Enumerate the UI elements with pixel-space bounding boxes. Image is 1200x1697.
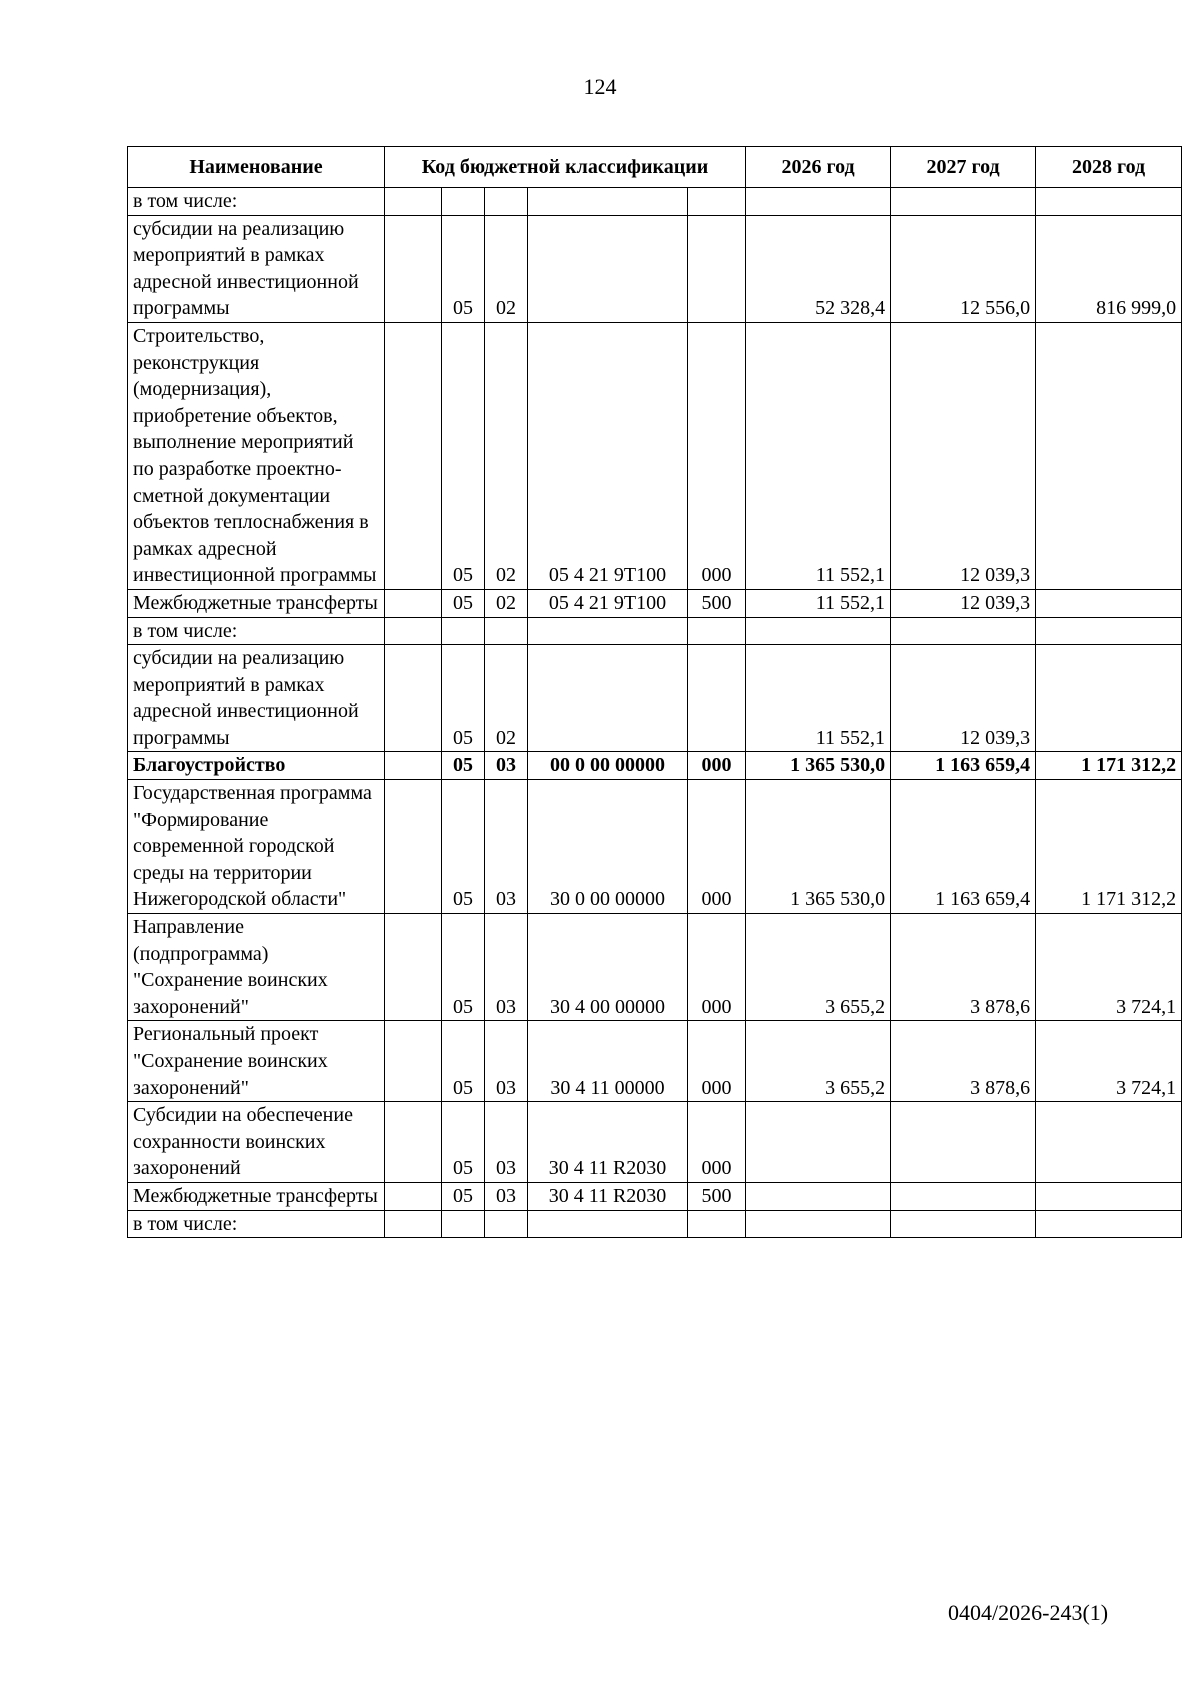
code-cell-c3: 02 [485, 215, 528, 322]
header-row [128, 147, 1182, 188]
code-cell-c2: 05 [442, 1102, 485, 1183]
code-cell-c1 [385, 589, 442, 617]
value-2027: 3 878,6 [891, 914, 1036, 1021]
value-2027: 12 556,0 [891, 215, 1036, 322]
table-row [128, 780, 1182, 914]
code-cell-c4 [528, 617, 688, 645]
row-name: Субсидии на обеспечение сохранности воинских захоронений [128, 1102, 385, 1183]
value-2026 [746, 1102, 891, 1183]
code-cell-c5: 500 [688, 1182, 746, 1210]
header-code: Код бюджетной классификации [385, 147, 746, 188]
code-cell-c2: 05 [442, 752, 485, 780]
code-cell-c2: 05 [442, 645, 485, 752]
table-row [128, 1210, 1182, 1238]
code-cell-c2: 05 [442, 1182, 485, 1210]
code-cell-c3: 02 [485, 322, 528, 589]
code-cell-c1 [385, 645, 442, 752]
code-cell-c1 [385, 1182, 442, 1210]
header-2026: 2026 год [746, 147, 891, 188]
value-2026 [746, 1182, 891, 1210]
table-row [128, 617, 1182, 645]
code-cell-c1 [385, 1021, 442, 1102]
value-2028: 3 724,1 [1036, 914, 1182, 1021]
code-cell-c1 [385, 752, 442, 780]
code-cell-c1 [385, 322, 442, 589]
value-2026: 11 552,1 [746, 589, 891, 617]
code-cell-c5 [688, 645, 746, 752]
row-name: субсидии на реализацию мероприятий в рамках адресной инвестиционной программы [128, 645, 385, 752]
code-cell-c5 [688, 1210, 746, 1238]
row-name: Благоустройство [128, 752, 385, 780]
code-cell-c4: 30 4 00 00000 [528, 914, 688, 1021]
code-cell-c5: 000 [688, 752, 746, 780]
value-2027 [891, 188, 1036, 216]
value-2026: 11 552,1 [746, 645, 891, 752]
value-2028 [1036, 1182, 1182, 1210]
value-2026: 3 655,2 [746, 1021, 891, 1102]
code-cell-c3: 02 [485, 645, 528, 752]
header-2028: 2028 год [1036, 147, 1182, 188]
value-2027: 1 163 659,4 [891, 752, 1036, 780]
row-name: Межбюджетные трансферты [128, 589, 385, 617]
code-cell-c3: 02 [485, 589, 528, 617]
row-name: Направление (подпрограмма) "Сохранение воинских захоронений" [128, 914, 385, 1021]
value-2026 [746, 188, 891, 216]
value-2027: 12 039,3 [891, 322, 1036, 589]
value-2028 [1036, 322, 1182, 589]
code-cell-c2 [442, 188, 485, 216]
value-2027 [891, 617, 1036, 645]
code-cell-c5: 000 [688, 914, 746, 1021]
code-cell-c1 [385, 1210, 442, 1238]
value-2026 [746, 617, 891, 645]
value-2028 [1036, 188, 1182, 216]
header-2027: 2027 год [891, 147, 1036, 188]
code-cell-c4: 30 4 11 R2030 [528, 1182, 688, 1210]
value-2028 [1036, 617, 1182, 645]
value-2026: 11 552,1 [746, 322, 891, 589]
value-2026: 1 365 530,0 [746, 752, 891, 780]
code-cell-c4: 05 4 21 9Т100 [528, 322, 688, 589]
value-2027 [891, 1102, 1036, 1183]
code-cell-c4 [528, 645, 688, 752]
budget-table [127, 146, 1182, 1238]
table-row [128, 589, 1182, 617]
code-cell-c3: 03 [485, 914, 528, 1021]
code-cell-c2: 05 [442, 589, 485, 617]
code-cell-c1 [385, 914, 442, 1021]
header-name: Наименование [128, 147, 385, 188]
code-cell-c3: 03 [485, 1102, 528, 1183]
code-cell-c3: 03 [485, 752, 528, 780]
code-cell-c2 [442, 1210, 485, 1238]
code-cell-c3 [485, 617, 528, 645]
code-cell-c5: 000 [688, 322, 746, 589]
value-2027: 1 163 659,4 [891, 780, 1036, 914]
value-2027: 12 039,3 [891, 589, 1036, 617]
value-2027 [891, 1182, 1036, 1210]
table-row [128, 1102, 1182, 1183]
code-cell-c3: 03 [485, 1182, 528, 1210]
code-cell-c4: 30 4 11 00000 [528, 1021, 688, 1102]
code-cell-c5: 000 [688, 1021, 746, 1102]
table-row [128, 1021, 1182, 1102]
row-name: в том числе: [128, 617, 385, 645]
code-cell-c2: 05 [442, 914, 485, 1021]
document-code: 0404/2026-243(1) [948, 1600, 1109, 1625]
table-row [128, 322, 1182, 589]
value-2026 [746, 1210, 891, 1238]
row-name: Строительство, реконструкция (модернизация), приобретение объектов, выполнение мероприятий по разработке проектно-сметной документации объектов теплоснабжения в рамках адресной инвестиционной программы [128, 322, 385, 589]
value-2027: 3 878,6 [891, 1021, 1036, 1102]
row-name: субсидии на реализацию мероприятий в рамках адресной инвестиционной программы [128, 215, 385, 322]
code-cell-c3 [485, 188, 528, 216]
value-2026: 52 328,4 [746, 215, 891, 322]
code-cell-c1 [385, 215, 442, 322]
row-name: Межбюджетные трансферты [128, 1182, 385, 1210]
table-row [128, 752, 1182, 780]
value-2028 [1036, 1102, 1182, 1183]
code-cell-c4: 30 4 11 R2030 [528, 1102, 688, 1183]
code-cell-c3: 03 [485, 1021, 528, 1102]
table-row [128, 914, 1182, 1021]
value-2028: 816 999,0 [1036, 215, 1182, 322]
code-cell-c4 [528, 1210, 688, 1238]
code-cell-c3 [485, 1210, 528, 1238]
code-cell-c5: 000 [688, 780, 746, 914]
code-cell-c1 [385, 188, 442, 216]
row-name: Государственная программа "Формирование современной городской среды на территории Нижегородской области" [128, 780, 385, 914]
table-row [128, 215, 1182, 322]
code-cell-c4: 30 0 00 00000 [528, 780, 688, 914]
code-cell-c4: 00 0 00 00000 [528, 752, 688, 780]
code-cell-c1 [385, 780, 442, 914]
table-row [128, 1182, 1182, 1210]
value-2028 [1036, 645, 1182, 752]
code-cell-c1 [385, 617, 442, 645]
code-cell-c3: 03 [485, 780, 528, 914]
value-2028 [1036, 1210, 1182, 1238]
code-cell-c5 [688, 215, 746, 322]
value-2028: 1 171 312,2 [1036, 780, 1182, 914]
code-cell-c5: 500 [688, 589, 746, 617]
code-cell-c2: 05 [442, 1021, 485, 1102]
code-cell-c5: 000 [688, 1102, 746, 1183]
code-cell-c5 [688, 617, 746, 645]
value-2028: 3 724,1 [1036, 1021, 1182, 1102]
table-row [128, 645, 1182, 752]
value-2028: 1 171 312,2 [1036, 752, 1182, 780]
value-2027 [891, 1210, 1036, 1238]
row-name: в том числе: [128, 188, 385, 216]
code-cell-c2 [442, 617, 485, 645]
value-2027: 12 039,3 [891, 645, 1036, 752]
code-cell-c4: 05 4 21 9Т100 [528, 589, 688, 617]
code-cell-c2: 05 [442, 322, 485, 589]
code-cell-c2: 05 [442, 780, 485, 914]
value-2026: 1 365 530,0 [746, 780, 891, 914]
page-number: 124 [583, 74, 617, 99]
code-cell-c1 [385, 1102, 442, 1183]
value-2026: 3 655,2 [746, 914, 891, 1021]
value-2028 [1036, 589, 1182, 617]
row-name: в том числе: [128, 1210, 385, 1238]
code-cell-c2: 05 [442, 215, 485, 322]
code-cell-c4 [528, 215, 688, 322]
code-cell-c4 [528, 188, 688, 216]
code-cell-c5 [688, 188, 746, 216]
table-row [128, 188, 1182, 216]
row-name: Региональный проект "Сохранение воинских захоронений" [128, 1021, 385, 1102]
